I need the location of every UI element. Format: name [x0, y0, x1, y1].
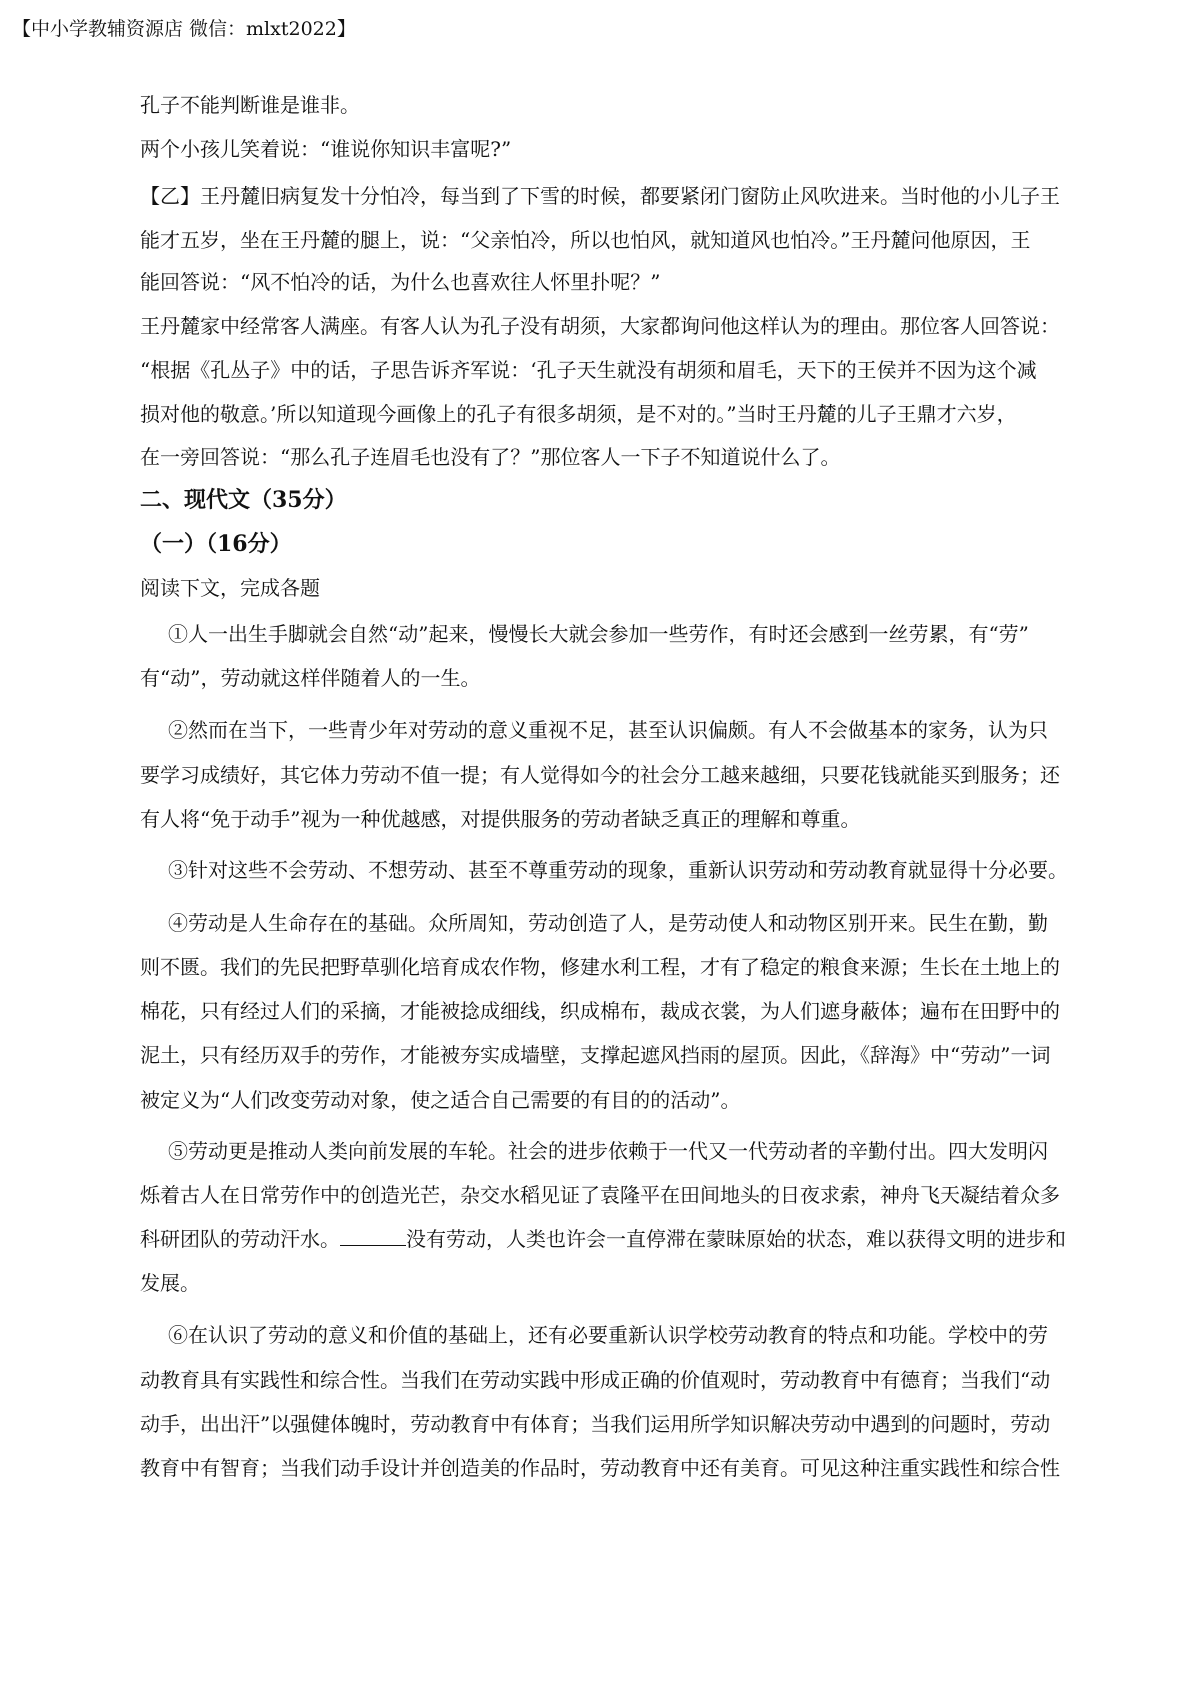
subsection-title: （一）（16分）	[140, 531, 292, 557]
classical-text-line: 两个小孩儿笑着说：“谁说你知识丰富呢?”	[140, 137, 512, 161]
classical-text-line: 在一旁回答说：“那么孔子连眉毛也没有了？”那位客人一下子不知道说什么了。	[140, 445, 841, 469]
paragraph-line: 则不匮。我们的先民把野草驯化培育成农作物，修建水利工程，才有了稳定的粮食来源；生长在土地上的	[140, 955, 1060, 979]
classical-text-line: “根据《孔丛子》中的话，子思告诉齐军说：‘孔子天生就没有胡须和眉毛，天下的王侯并不因为这个减	[140, 358, 1037, 382]
paragraph-line: ④劳动是人生命存在的基础。众所周知，劳动创造了人，是劳动使人和动物区别开来。民生在勤，勤	[168, 911, 1048, 935]
paragraph-line: 被定义为“人们改变劳动对象，使之适合自己需要的有目的的活动”。	[140, 1088, 741, 1112]
paragraph-line: 动手，出出汗”以强健体魄时，劳动教育中有体育；当我们运用所学知识解决劳动中遇到的问题时，劳动	[140, 1412, 1051, 1436]
paragraph-line: ⑤劳动更是推动人类向前发展的车轮。社会的进步依赖于一代又一代劳动者的辛勤付出。四大发明闪	[168, 1139, 1048, 1163]
paragraph-line: 动教育具有实践性和综合性。当我们在劳动实践中形成正确的价值观时，劳动教育中有德育；当我们“动	[140, 1368, 1051, 1392]
paragraph-line: 烁着古人在日常劳作中的创造光芒，杂交水稻见证了袁隆平在田间地头的日夜求索，神舟飞天凝结着众多	[140, 1183, 1060, 1207]
classical-text-line: 能才五岁，坐在王丹麓的腿上，说：“父亲怕冷，所以也怕风，就知道风也怕冷。”王丹麓问他原因，王	[140, 228, 1031, 252]
paragraph-line: 教育中有智育；当我们动手设计并创造美的作品时，劳动教育中还有美育。可见这种注重实践性和综合性	[140, 1456, 1060, 1480]
paragraph-line: ①人一出生手脚就会自然“动”起来，慢慢长大就会参加一些劳作，有时还会感到一丝劳累，有“劳”	[168, 622, 1029, 646]
source-watermark-text: 【中小学教辅资源店 微信：mlxt2022】	[12, 18, 356, 40]
paragraph-line: 发展。	[140, 1271, 200, 1295]
paragraph-line	[140, 1224, 1080, 1254]
paragraph-line: ②然而在当下，一些青少年对劳动的意义重视不足，甚至认识偏颇。有人不会做基本的家务，认为只	[168, 718, 1048, 742]
paragraph-line-part: 没有劳动，人类也许会一直停滞在蒙昧原始的状态，难以获得文明的进步和	[406, 1227, 1066, 1251]
classical-text-line: 【乙】王丹麓旧病复发十分怕冷，每当到了下雪的时候，都要紧闭门窗防止风吹进来。当时他的小儿子王	[140, 184, 1060, 208]
instruction-text: 阅读下文，完成各题	[140, 576, 320, 600]
paragraph-line: 泥土，只有经历双手的劳作，才能被夯实成墙壁，支撑起遮风挡雨的屋顶。因此，《辞海》中“劳动”一词	[140, 1043, 1051, 1067]
fill-in-blank	[340, 1225, 406, 1246]
paragraph-line: 有人将“免于动手”视为一种优越感，对提供服务的劳动者缺乏真正的理解和尊重。	[140, 807, 861, 831]
paragraph-line: 棉花，只有经过人们的采摘，才能被捻成细线，织成棉布，裁成衣裳，为人们遮身蔽体；遍布在田野中的	[140, 999, 1060, 1023]
paragraph-line-part: 科研团队的劳动汗水。	[140, 1227, 340, 1251]
classical-text-line: 孔子不能判断谁是谁非。	[140, 93, 360, 117]
classical-text-line: 王丹麓家中经常客人满座。有客人认为孔子没有胡须，大家都询问他这样认为的理由。那位客人回答说：	[140, 314, 1060, 338]
paragraph-line: 有“动”，劳动就这样伴随着人的一生。	[140, 666, 481, 690]
classical-text-line: 能回答说：“风不怕冷的话，为什么也喜欢往人怀里扑呢？”	[140, 270, 661, 294]
paragraph-line: ③针对这些不会劳动、不想劳动、甚至不尊重劳动的现象，重新认识劳动和劳动教育就显得十分必要。	[168, 858, 1068, 882]
classical-text-line: 损对他的敬意。’所以知道现今画像上的孔子有很多胡须，是不对的。”当时王丹麓的儿子王鼎才六岁，	[140, 402, 1017, 426]
section-title: 二、现代文（35分）	[140, 487, 347, 513]
paragraph-line: ⑥在认识了劳动的意义和价值的基础上，还有必要重新认识学校劳动教育的特点和功能。学校中的劳	[168, 1323, 1048, 1347]
paragraph-line: 要学习成绩好，其它体力劳动不值一提；有人觉得如今的社会分工越来越细，只要花钱就能买到服务；还	[140, 763, 1060, 787]
